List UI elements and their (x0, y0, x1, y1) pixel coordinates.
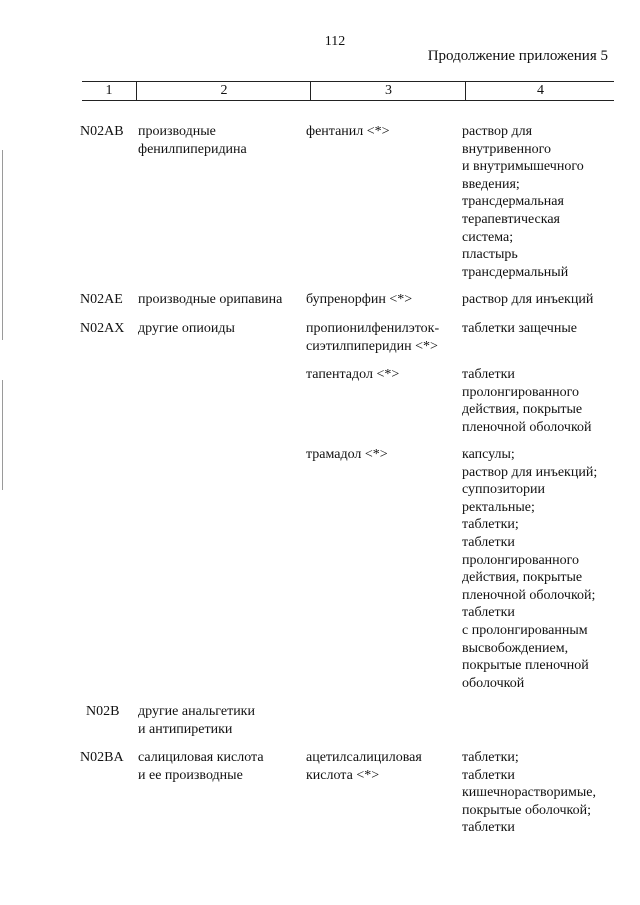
scan-margin-line (2, 380, 3, 490)
dosage-forms: раствор для внутривенного и внутримышечного введения; трансдермальная терапевтическая система; пластырь трансдермальный (462, 124, 584, 280)
dosage-forms: капсулы; раствор для инъекций; суппозитории ректальные; таблетки; таблетки пролонгированного действия, покрытые пленочной оболочкой; таблетки с пролонгированным высвобождением, покрытые пленочной оболочкой (462, 447, 598, 691)
dosage-forms: таблетки защечные (462, 321, 577, 336)
atc-code: N02AB (80, 124, 124, 139)
drug-name: бупренорфин <*> (306, 292, 413, 307)
drug-group: другие опиоиды (138, 321, 235, 336)
column-number-1: 1 (105, 83, 113, 98)
drug-name: пропионилфенилэток- сиэтилпиперидин <*> (306, 321, 440, 354)
table-header-row (82, 81, 614, 101)
drug-name: фентанил <*> (306, 124, 390, 139)
atc-code: N02B (86, 704, 120, 719)
dosage-forms: таблетки пролонгированного действия, покрытые пленочной оболочкой (462, 367, 592, 435)
drug-name: тапентадол <*> (306, 367, 400, 382)
drug-group: производные орипавина (138, 292, 283, 307)
column-number-2: 2 (136, 82, 311, 100)
drug-group: производные фенилпиперидина (138, 124, 247, 157)
atc-code: N02BA (80, 750, 124, 765)
column-number-3: 3 (310, 82, 466, 100)
page-number: 112 (324, 34, 346, 49)
atc-code: N02AE (80, 292, 123, 307)
drug-group: салициловая кислота и ее производные (138, 750, 264, 783)
drug-name: трамадол <*> (306, 447, 388, 462)
dosage-forms: таблетки; таблетки кишечнорастворимые, покрытые оболочкой; таблетки (462, 750, 597, 836)
dosage-forms: раствор для инъекций (462, 292, 594, 307)
drug-group: другие анальгетики и антипиретики (138, 704, 255, 737)
column-number-4: 4 (465, 82, 615, 100)
drug-name: ацетилсалициловая кислота <*> (306, 750, 422, 783)
atc-code: N02AX (80, 321, 125, 336)
continuation-title: Продолжение приложения 5 (427, 48, 608, 64)
scan-margin-line (2, 150, 3, 340)
